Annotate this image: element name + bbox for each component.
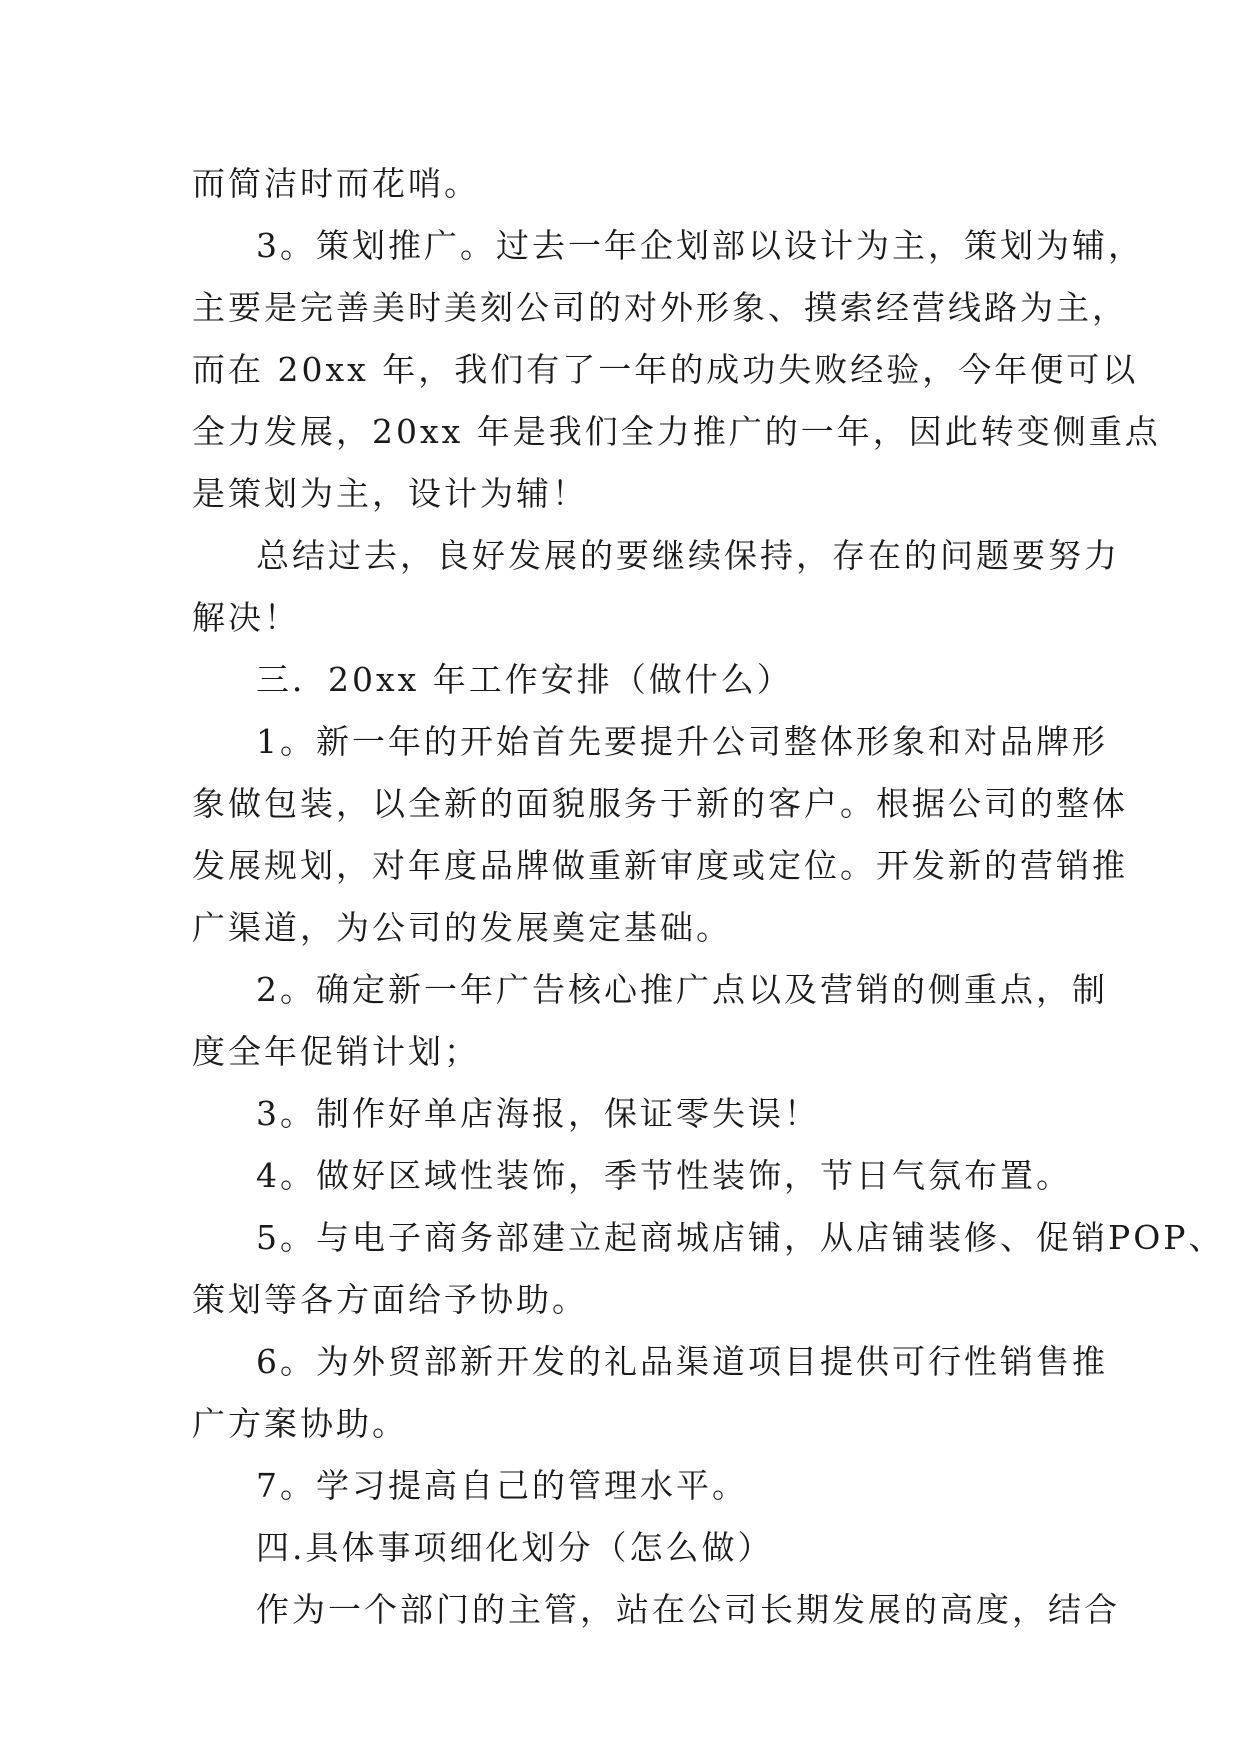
text-line: 6。为外贸部新开发的礼品渠道项目提供可行性销售推: [256, 1342, 1108, 1381]
text-line: 是策划为主，设计为辅！: [192, 474, 588, 513]
section-heading: 三．20xx 年工作安排（做什么）: [256, 660, 793, 699]
text-line: 发展规划，对年度品牌做重新审度或定位。开发新的营销推: [192, 846, 1128, 885]
text-line: 度全年促销计划；: [192, 1032, 480, 1071]
text-line: 3。制作好单店海报，保证零失误！: [256, 1094, 820, 1133]
text-line: 总结过去，良好发展的要继续保持，存在的问题要努力: [256, 536, 1120, 575]
text-line: 而简洁时而花哨。: [192, 164, 480, 203]
text-line: 作为一个部门的主管，站在公司长期发展的高度，结合: [256, 1590, 1120, 1629]
text-line: 5。与电子商务部建立起商城店铺，从店铺装修、促销POP、: [256, 1218, 1225, 1257]
text-line: 广渠道，为公司的发展奠定基础。: [192, 908, 732, 947]
text-line: 解决！: [192, 598, 300, 637]
text-line: 2。确定新一年广告核心推广点以及营销的侧重点，制: [256, 970, 1108, 1009]
text-line: 4。做好区域性装饰，季节性装饰，节日气氛布置。: [256, 1156, 1072, 1195]
document-body: [192, 153, 1225, 1641]
text-line: 象做包装，以全新的面貌服务于新的客户。根据公司的整体: [192, 784, 1128, 823]
text-line: 广方案协助。: [192, 1404, 408, 1443]
text-line: 3。策划推广。过去一年企划部以设计为主，策划为辅，: [256, 226, 1144, 265]
text-line: 而在 20xx 年，我们有了一年的成功失败经验，今年便可以: [192, 350, 1139, 389]
text-line: 主要是完善美时美刻公司的对外形象、摸索经营线路为主，: [192, 288, 1128, 327]
text-line: 1。新一年的开始首先要提升公司整体形象和对品牌形: [256, 722, 1108, 761]
text-line: 7。学习提高自己的管理水平。: [256, 1466, 748, 1505]
section-heading: 四.具体事项细化划分（怎么做）: [256, 1528, 774, 1567]
text-line: 全力发展，20xx 年是我们全力推广的一年，因此转变侧重点: [192, 412, 1161, 451]
text-line: 策划等各方面给予协助。: [192, 1280, 588, 1319]
